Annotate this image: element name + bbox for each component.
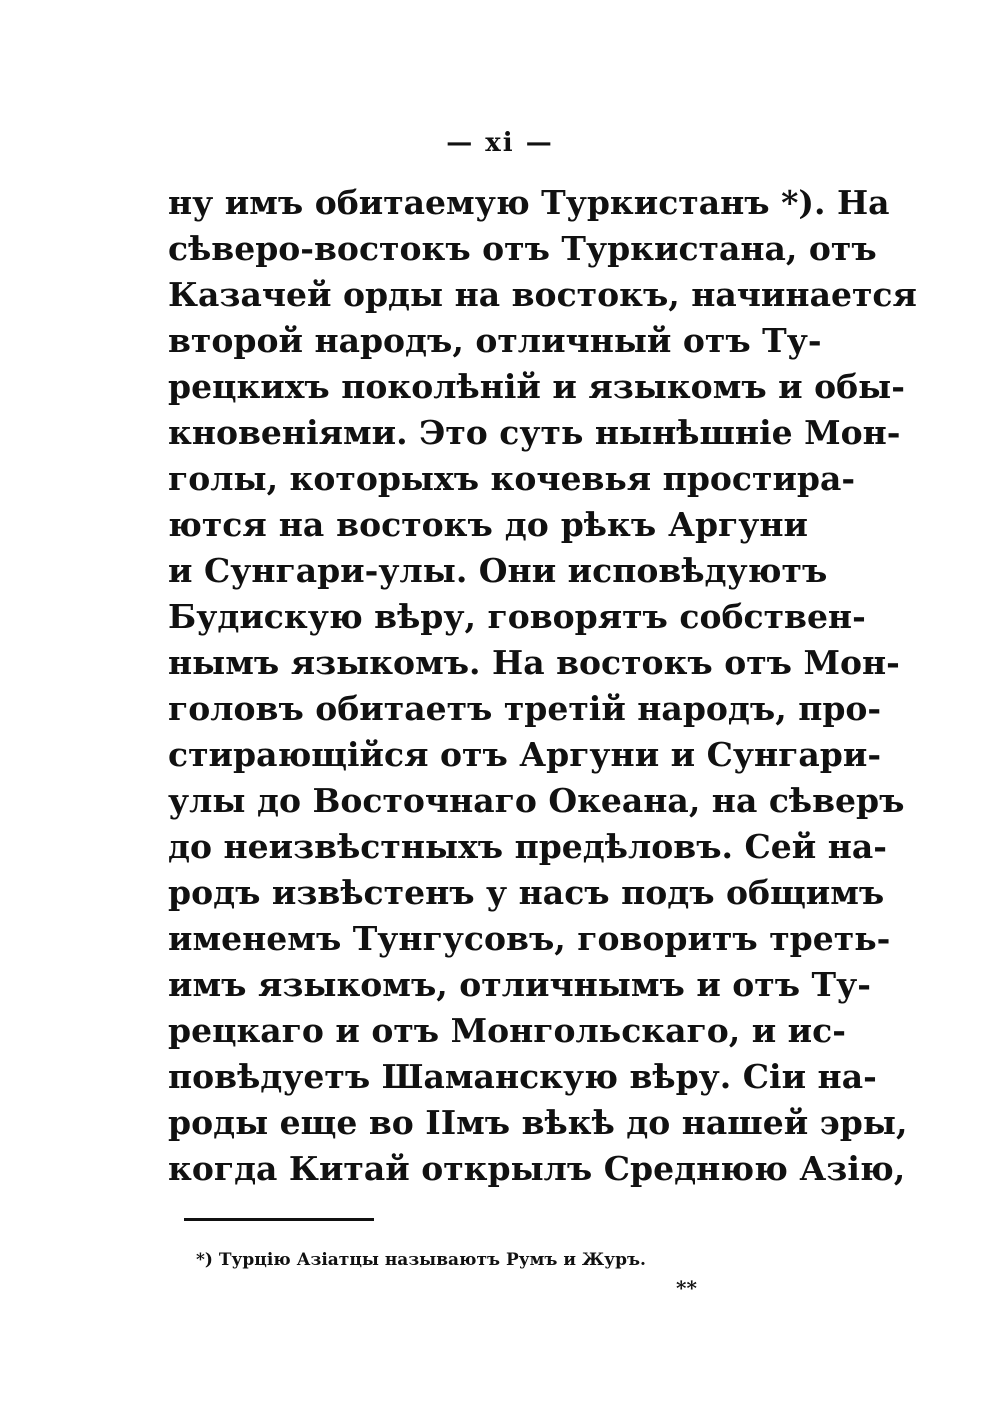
text-line: имъ языкомъ, отличнымъ и отъ Ту- bbox=[168, 965, 871, 1004]
footnote-divider bbox=[184, 1218, 374, 1221]
text-line: сѣверо-востокъ отъ Туркистана, отъ bbox=[168, 229, 877, 268]
text-line: ну имъ обитаемую Туркистанъ *). На bbox=[168, 183, 890, 222]
text-line: и Сунгари-улы. Они исповѣдуютъ bbox=[168, 551, 828, 590]
text-line: рецкихъ поколѣній и языкомъ и обы- bbox=[168, 367, 905, 406]
text-line: улы до Восточнаго Океана, на сѣверъ bbox=[168, 781, 905, 820]
text-line: второй народъ, отличный отъ Ту- bbox=[168, 321, 822, 360]
text-line: голы, которыхъ кочевья простира- bbox=[168, 459, 856, 498]
text-line: рецкаго и отъ Монгольскаго, и ис- bbox=[168, 1011, 846, 1050]
text-line: повѣдуетъ Шаманскую вѣру. Сіи на- bbox=[168, 1057, 877, 1096]
text-line: головъ обитаетъ третій народъ, про- bbox=[168, 689, 882, 728]
text-line: роды еще во IIмъ вѣкѣ до нашей эры, bbox=[168, 1103, 908, 1142]
signature-mark: ** bbox=[676, 1276, 697, 1300]
text-line: кновеніями. Это суть нынѣшніе Мон- bbox=[168, 413, 901, 452]
text-line: ются на востокъ до рѣкъ Аргуни bbox=[168, 505, 808, 544]
text-line: Казачей орды на востокъ, начинается bbox=[168, 275, 917, 314]
body-text bbox=[168, 180, 917, 1192]
footnote: *) Турцію Азіатцы называютъ Румъ и Журъ. bbox=[196, 1250, 646, 1270]
text-line: нымъ языкомъ. На востокъ отъ Мон- bbox=[168, 643, 900, 682]
text-line: Будискую вѣру, говорятъ собствен- bbox=[168, 597, 866, 636]
text-line: именемъ Тунгусовъ, говоритъ треть- bbox=[168, 919, 891, 958]
page-number: — xi — bbox=[446, 128, 554, 158]
text-line: до неизвѣстныхъ предѣловъ. Сей на- bbox=[168, 827, 887, 866]
text-line: стирающійся отъ Аргуни и Сунгари- bbox=[168, 735, 882, 774]
text-line: родъ извѣстенъ у насъ подъ общимъ bbox=[168, 873, 885, 912]
text-line: когда Китай открылъ Среднюю Азію, bbox=[168, 1149, 906, 1188]
